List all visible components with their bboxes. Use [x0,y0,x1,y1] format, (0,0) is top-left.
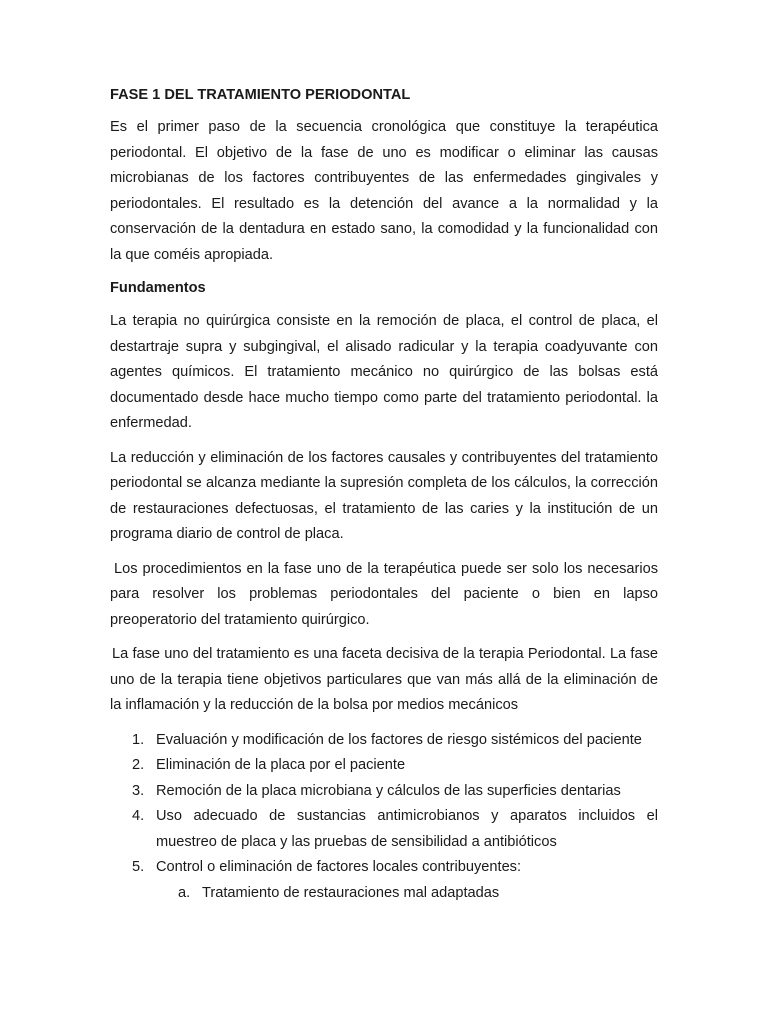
list-item-text: Uso adecuado de sustancias antimicrobianos y aparatos incluidos el muestreo de placa y las pruebas de sensibilidad a antibióticos [156,808,658,850]
sub-list-item-letter: a. [178,884,191,901]
list-item-number: 4. [132,808,145,824]
list-item [110,804,658,855]
paragraph-2: La reducción y eliminación de los factores causales y contribuyentes del tratamiento periodontal se alcanza mediante la supresión completa de los cálculos, la corrección de restauraciones defectuosas, el tratamiento de las caries y la institución de un programa diario de control de placa. [110,449,658,542]
list-item-number: 2. [132,757,145,773]
intro-paragraph: Es el primer paso de la secuencia cronológica que constituye la terapéutica periodontal. El objetivo de la fase de uno es modificar o eliminar las causas microbianas de los factores contribuyentes de las enfermedades gingivales y periodontales. El resultado es la detención del avance a la normalidad y la conservación de la dentadura en estado sano, la comodidad y la funcionalidad con la que coméis apropiada. [110,119,658,263]
document-page [110,84,658,906]
paragraph-3: Los procedimientos en la fase uno de la terapéutica puede ser solo los necesarios para resolver los problemas periodontales del paciente o bien en lapso preoperatorio del tratamiento quirúrgico. [110,560,658,628]
list-item-text: Evaluación y modificación de los factores de riesgo sistémicos del paciente [156,731,642,748]
list-item-number: 5. [132,859,145,875]
list-item-text: Remoción de la placa microbiana y cálculos de las superficies dentarias [156,782,621,799]
document-title: FASE 1 DEL TRATAMIENTO PERIODONTAL [110,87,411,103]
paragraph-4: La fase uno del tratamiento es una faceta decisiva de la terapia Periodontal. La fase uno de la terapia tiene objetivos particulares que van más allá de la eliminación de la inflamación y la reducción de la bolsa por medios mecánicos [110,646,658,713]
paragraph-1: La terapia no quirúrgica consiste en la remoción de placa, el control de placa, el destartraje supra y subgingival, el alisado radicular y la terapia coadyuvante con agentes químicos. El tratamiento mecánico no quirúrgico de las bolsas está documentado desde hace mucho tiempo como parte del tratamiento periodontal. la enfermedad. [110,313,658,431]
objectives-list [110,728,658,881]
list-item-text: Eliminación de la placa por el paciente [156,757,406,773]
list-item [110,779,658,805]
section-heading-fundamentos: Fundamentos [110,280,206,296]
sub-list-item [110,881,658,907]
list-item-number: 3. [132,782,145,799]
list-item [110,753,658,779]
list-item-text: Control o eliminación de factores locales contribuyentes: [156,859,522,875]
list-item [110,855,658,881]
list-item-number: 1. [132,731,145,748]
sub-list [110,881,658,907]
list-item [110,728,658,754]
sub-list-item-text: Tratamiento de restauraciones mal adaptadas [202,884,500,901]
